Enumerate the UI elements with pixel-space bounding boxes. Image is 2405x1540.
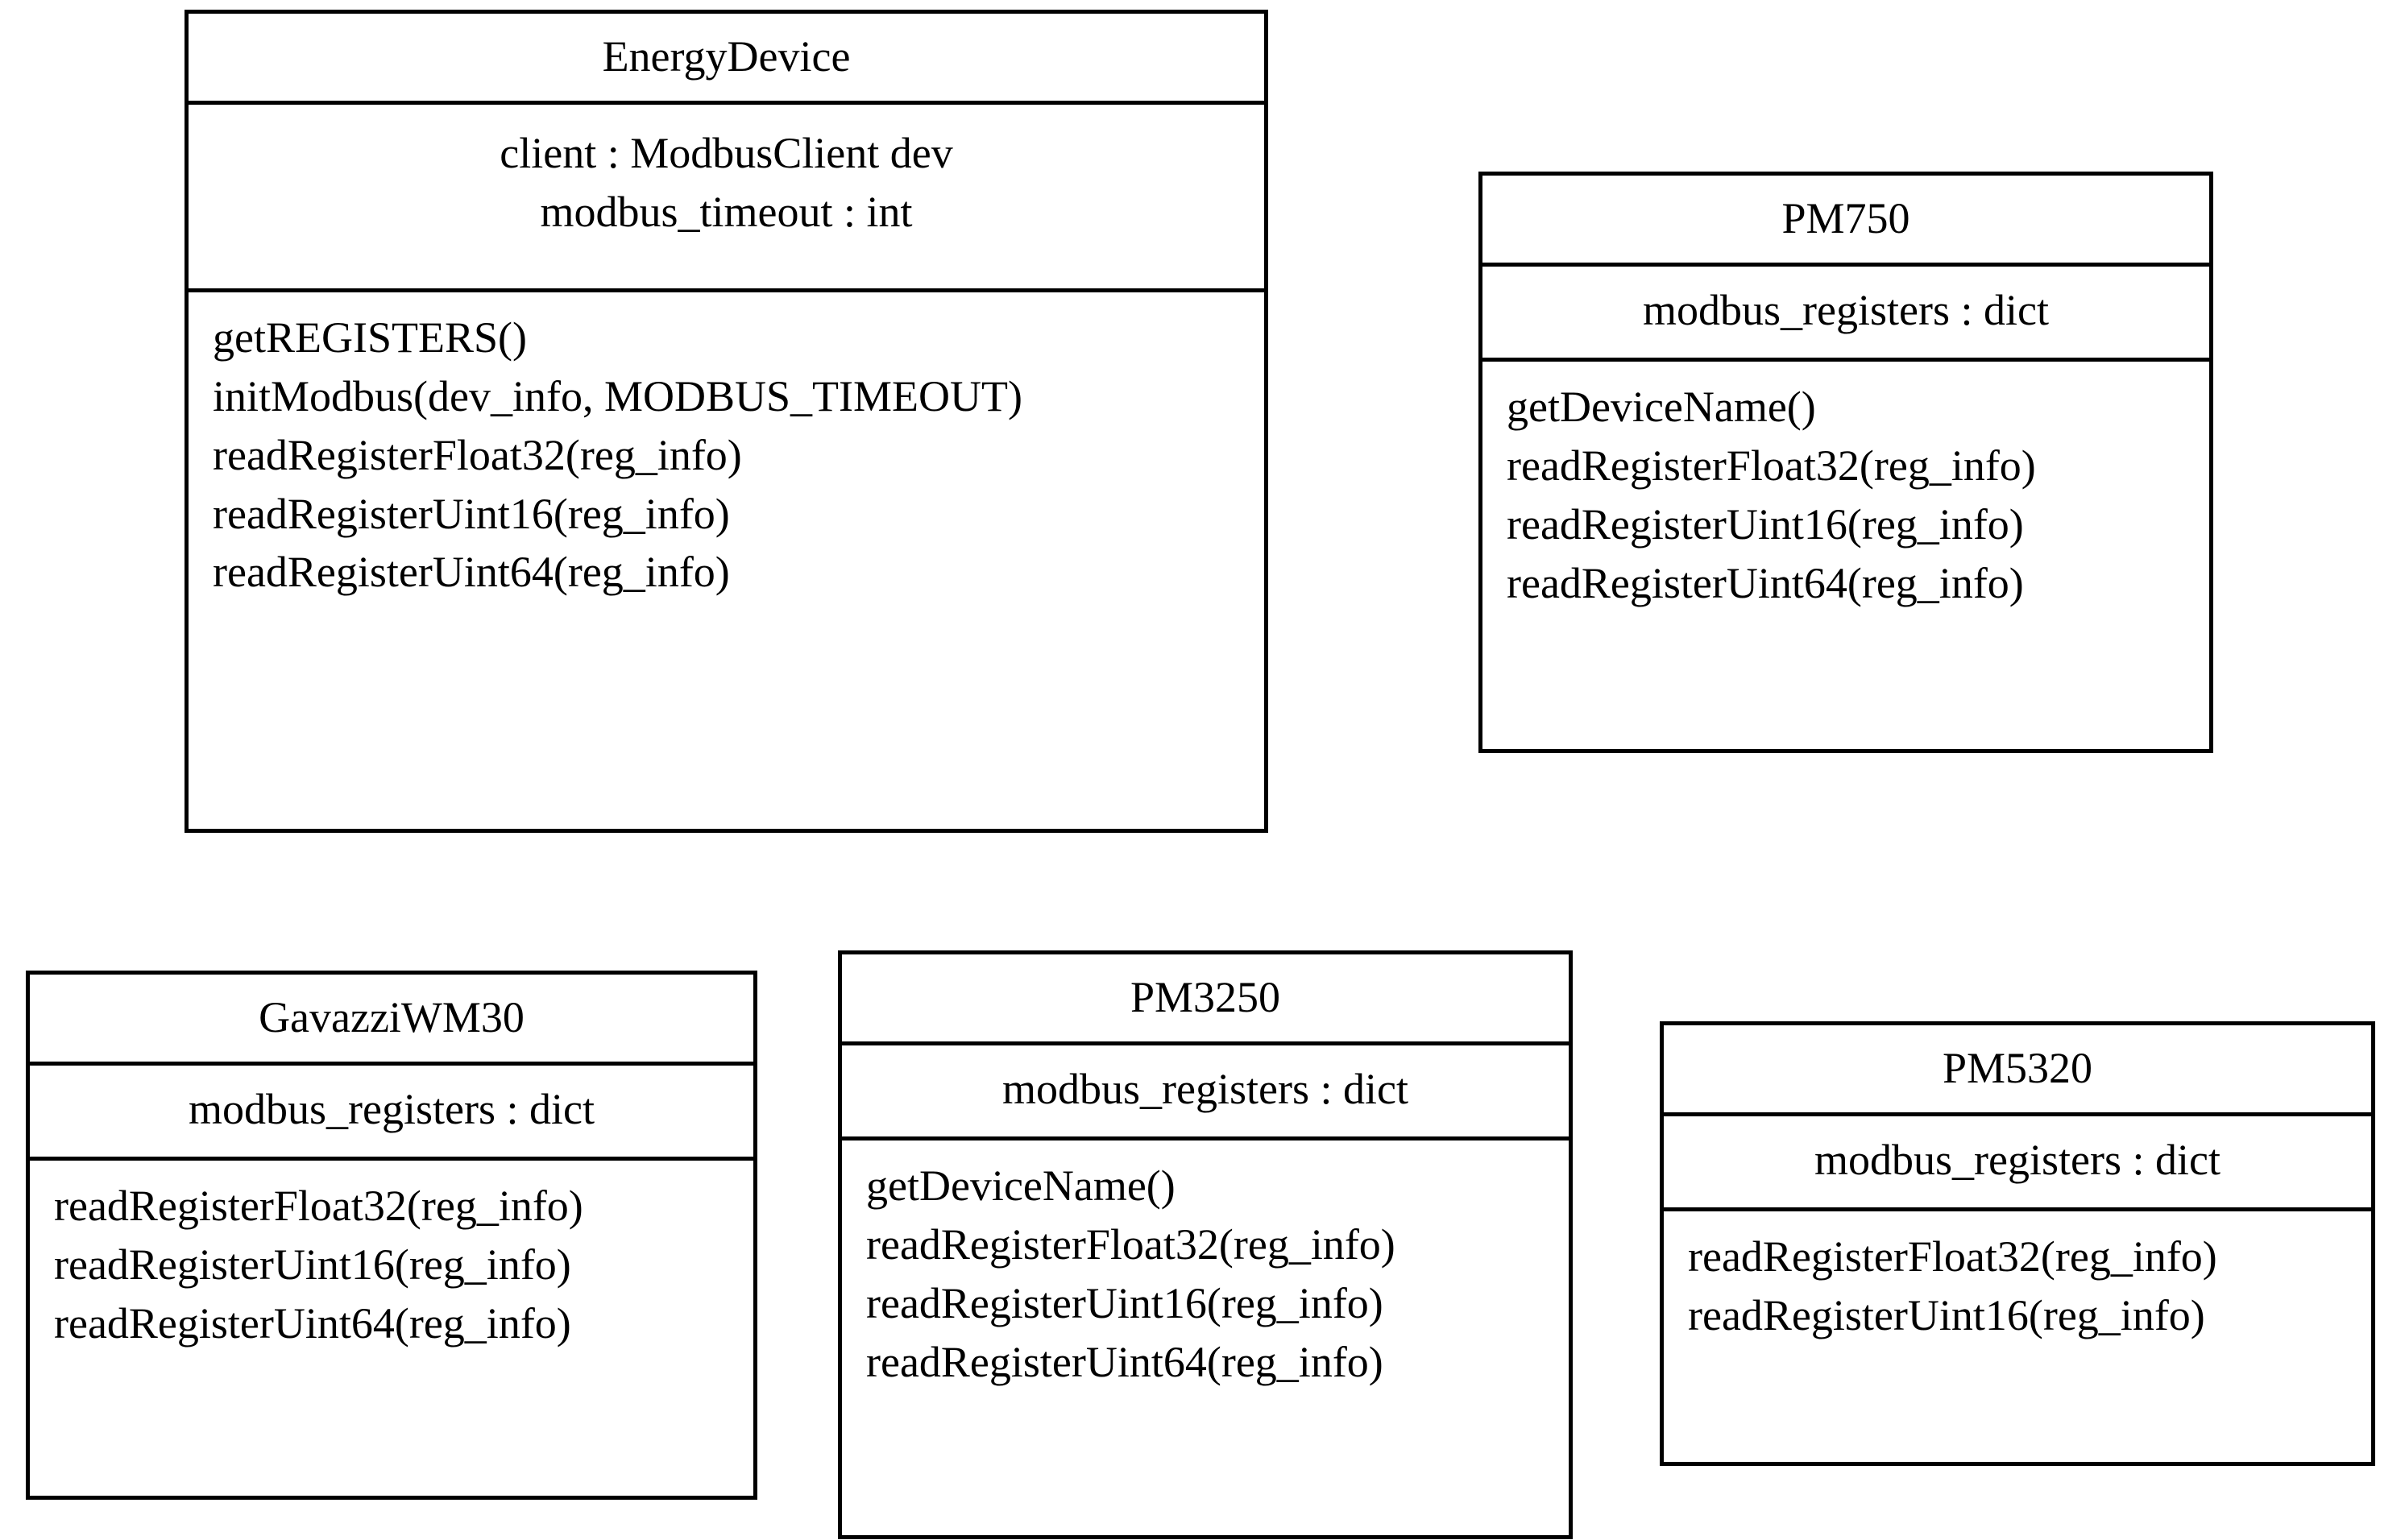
attribute-line: modbus_timeout : int	[540, 187, 913, 236]
operation-line: getDeviceName()	[866, 1161, 1176, 1210]
class-operations-energydevice	[189, 288, 1264, 619]
class-operations-pm750	[1482, 358, 2209, 631]
operation-line: readRegisterFloat32(reg_info)	[1507, 441, 2036, 490]
operation-line: readRegisterUint16(reg_info)	[213, 489, 730, 538]
class-attributes-gavazziwm30	[30, 1062, 753, 1157]
class-name-pm750: PM750	[1781, 194, 1910, 242]
operation-line: initModbus(dev_info, MODBUS_TIMEOUT)	[213, 371, 1022, 420]
class-name-gavazziwm30: GavazziWM30	[259, 993, 525, 1041]
class-operations-gavazziwm30	[30, 1157, 753, 1371]
operation-line: readRegisterUint16(reg_info)	[866, 1278, 1383, 1327]
class-name-pm5320: PM5320	[1942, 1044, 2093, 1092]
class-box-pm3250	[838, 950, 1573, 1539]
operation-line: getDeviceName()	[1507, 382, 1816, 431]
class-attributes-energydevice	[189, 101, 1264, 288]
class-box-pm5320	[1660, 1021, 2375, 1466]
class-box-pm750	[1478, 172, 2213, 753]
operation-line: readRegisterFloat32(reg_info)	[866, 1219, 1395, 1269]
operation-line: readRegisterUint64(reg_info)	[1507, 558, 2024, 607]
class-box-energydevice	[185, 10, 1268, 833]
operation-line: readRegisterUint16(reg_info)	[54, 1240, 571, 1289]
class-attributes-pm5320	[1664, 1112, 2371, 1207]
class-operations-pm3250	[842, 1136, 1569, 1410]
attribute-line: modbus_registers : dict	[1002, 1065, 1408, 1114]
attribute-line: modbus_registers : dict	[1643, 286, 2049, 335]
operation-line: readRegisterUint64(reg_info)	[54, 1298, 571, 1348]
operation-line: getREGISTERS()	[213, 313, 527, 362]
operation-line: readRegisterFloat32(reg_info)	[213, 430, 742, 479]
operation-line: readRegisterFloat32(reg_info)	[54, 1181, 583, 1230]
attribute-line: modbus_registers : dict	[189, 1085, 595, 1134]
class-box-gavazziwm30	[26, 971, 757, 1500]
attribute-line: modbus_registers : dict	[1814, 1136, 2220, 1185]
operation-line: readRegisterUint16(reg_info)	[1507, 499, 2024, 549]
operation-line: readRegisterUint64(reg_info)	[866, 1337, 1383, 1386]
operation-line: readRegisterUint16(reg_info)	[1688, 1290, 2205, 1339]
operation-line: readRegisterUint64(reg_info)	[213, 548, 730, 597]
class-name-energydevice: EnergyDevice	[602, 32, 851, 81]
class-attributes-pm750	[1482, 263, 2209, 358]
class-name-pm3250: PM3250	[1130, 973, 1281, 1021]
attribute-line: client : ModbusClient dev	[500, 129, 953, 178]
operation-line: readRegisterFloat32(reg_info)	[1688, 1232, 2217, 1281]
class-attributes-pm3250	[842, 1041, 1569, 1136]
class-operations-pm5320	[1664, 1207, 2371, 1363]
